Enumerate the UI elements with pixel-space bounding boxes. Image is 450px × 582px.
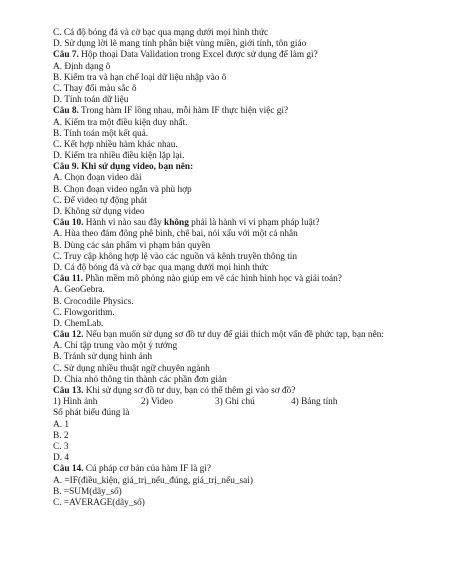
option-d: D. Tính toán dữ liệu (53, 95, 129, 106)
option-b: B. Tránh sử dụng hình ảnh (53, 352, 153, 363)
question-number: Câu 14. (53, 464, 84, 475)
option-a: A. Chọn đoạn video dài (53, 173, 142, 184)
option-a: A. Định dạng ô (53, 61, 111, 72)
question-text: Khi sử dụng video, bạn nên: (78, 162, 194, 173)
option-b: B. =SUM(dãy_số) (53, 486, 122, 497)
question-11 (53, 274, 413, 285)
option-c: C. 3 (53, 441, 69, 452)
option-d: D. Cá độ bóng đá và cờ bạc qua mạng dưới mọi hình thức (53, 262, 269, 273)
option-d: D. 4 (53, 453, 70, 464)
option-a: A. 1 (53, 419, 70, 430)
question-number: Câu 13. (53, 386, 84, 396)
option-c: C. Kết hợp nhiều hàm khác nhau. (53, 139, 178, 150)
statement-item: 3) Ghi chú (215, 397, 255, 408)
option-c: C. Sử dụng nhiều thuật ngữ chuyên ngành (53, 363, 210, 374)
option-b: B. Dùng các sản phẩm vi phạm bản quyền (53, 240, 211, 251)
option-d: D. Chia nhỏ thông tin thành các phần đơn giản (53, 374, 227, 385)
option-a: A. Hùa theo đám đông phê bình, chê bai, nói xấu với một cá nhân (53, 229, 298, 240)
question-text: Hành vi nào sau đây (83, 218, 165, 229)
option-a: A. GeoGebra. (53, 285, 105, 296)
question-text: Phần mềm mô phỏng nào giúp em vẽ các hình hình học và giải toán? (82, 274, 342, 285)
question-text: Trong hàm IF lồng nhau, mỗi hàm IF thực hiện việc gì? (78, 106, 289, 117)
question-10 (53, 218, 413, 229)
question-text: phải là hành vi vi phạm pháp luật? (188, 218, 320, 229)
option-b: B. Crocodile Physics. (53, 296, 134, 307)
option-b: B. Kiểm tra và hạn chế loại dữ liệu nhập vào ô (53, 72, 227, 83)
question-emphasis: không (164, 218, 189, 229)
question-number: Câu 8. (53, 106, 79, 117)
option-d: D. Không sử dụng video (53, 207, 145, 217)
question-number: Câu 7. (53, 50, 79, 61)
question-8 (53, 106, 413, 117)
question-text: Hộp thoại Data Validation trong Excel được sử dụng để làm gì? (78, 50, 318, 61)
question-number: Câu 9. (53, 162, 79, 173)
option-d: D. ChemLab. (53, 318, 104, 329)
question-prompt: Số phát biểu đúng là (53, 408, 130, 419)
question-12 (53, 330, 413, 341)
question-13 (53, 386, 413, 397)
question-text: Khi sử dụng sơ đồ tư duy, bạn có thể thêm gì vào sơ đồ? (83, 386, 296, 396)
option-b: B. 2 (53, 430, 69, 441)
statement-item: 1) Hình ảnh (53, 397, 98, 408)
option-a: A. Kiểm tra một điều kiện duy nhất. (53, 117, 188, 128)
option-a: A. Chỉ tập trung vào một ý tưởng (53, 341, 178, 352)
question-number: Câu 12. (53, 330, 84, 341)
question-9 (53, 162, 413, 173)
question-number: Câu 11. (53, 274, 83, 285)
statement-item: 4) Bảng tính (291, 397, 338, 408)
question-text: Nếu bạn muốn sử dụng sơ đồ tư duy để giải thích một vấn đề phức tạp, bạn nên: (83, 330, 384, 341)
option-c: C. =AVERAGE(dãy_số) (53, 497, 145, 508)
option-a: A. =IF(điều_kiện, giá_trị_nếu_đúng, giá_trị_nếu_sai) (53, 475, 253, 486)
option-d: D. Kiểm tra nhiều điều kiện lặp lại. (53, 151, 185, 162)
option-line: C. Cá độ bóng đá và cờ bạc qua mạng dưới mọi hình thức (53, 28, 269, 38)
question-7 (53, 50, 413, 61)
option-c: C. Để video tự động phát (53, 195, 147, 206)
option-c: C. Thay đổi màu sắc ô (53, 83, 137, 94)
question-text: Cú pháp cơ bản của hàm IF là gì? (83, 464, 212, 475)
option-b: B. Chọn đoạn video ngắn và phù hợp (53, 184, 192, 195)
option-line: D. Sử dụng lời lẽ mang tính phân biệt vùng miền, giới tính, tôn giáo (53, 39, 307, 50)
option-c: C. Truy cập không hợp lệ vào các nguồn và kênh truyền thông tin (53, 251, 298, 262)
statement-item: 2) Video (141, 397, 174, 408)
statement-list (53, 397, 413, 408)
question-number: Câu 10. (53, 218, 84, 229)
question-content (53, 28, 413, 509)
option-c: C. Flowgorithm. (53, 307, 115, 318)
question-14 (53, 464, 413, 475)
option-b: B. Tính toán một kết quả. (53, 128, 149, 139)
